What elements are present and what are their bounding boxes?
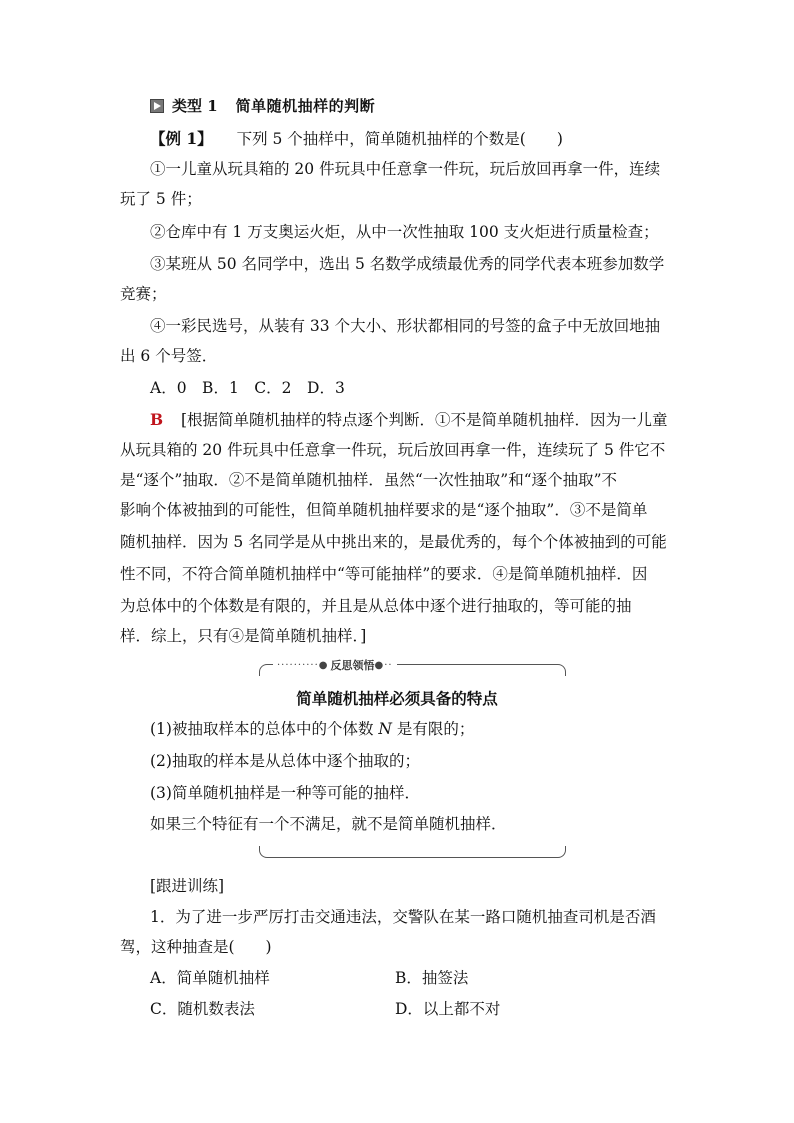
practice-q1-line-2: 驾，这种抽查是( ) [120,938,272,956]
reflection-box-bottom-border [259,846,566,858]
reflection-conclusion: 如果三个特征有一个不满足，就不是简单随机抽样． [150,815,507,833]
answer-line-8: 样．综上，只有④是简单随机抽样．] [120,627,367,645]
section-label: 类型 1 [172,97,218,115]
answer-line-1 [150,410,668,430]
answer-line-4: 影响个体被抽到的可能性，但简单随机抽样要求的是“逐个抽取”．③不是简单 [120,501,648,519]
reflection-badge-label: 反思领悟 [330,659,375,672]
item-3-line-2: 竞赛； [120,285,167,303]
practice-option-b: B．抽签法 [395,969,469,987]
dotted-divider-right: ●·· [374,659,393,671]
variable-n: N [378,720,392,738]
answer-line-3: 是“逐个”抽取．②不是简单随机抽样．虽然“一次性抽取”和“逐个抽取”不 [120,471,618,489]
reflection-point-1-text: (1)被抽取样本的总体中的个体数 [150,720,379,738]
example-tag: 【例 1】 [150,129,213,148]
section-title: 简单随机抽样的判断 [235,97,376,115]
section-heading [150,96,375,116]
example-question: 下列 5 个抽样中，简单随机抽样的个数是( ) [236,130,563,148]
item-4-line-2: 出 6 个号签． [120,347,218,365]
practice-label: [跟进训练] [150,877,225,895]
answer-text-1: [根据简单随机抽样的特点逐个判断．①不是简单随机抽样．因为一儿童 [180,411,668,429]
reflection-point-1 [150,719,474,739]
practice-q1-line-1: 1．为了进一步严厉打击交通违法，交警队在某一路口随机抽查司机是否酒 [150,908,656,926]
reflection-title: 简单随机抽样必须具备的特点 [296,689,498,708]
item-2-line-1: ②仓库中有 1 万支奥运火炬，从中一次性抽取 100 支火炬进行质量检查； [150,223,659,241]
item-1-line-2: 玩了 5 件； [120,190,202,208]
item-4-line-1: ④一彩民选号，从装有 33 个大小、形状都相同的号签的盒子中无放回地抽 [150,317,661,335]
reflection-point-2: (2)抽取的样本是从总体中逐个抽取的； [150,752,420,770]
answer-line-5: 随机抽样．因为 5 名同学是从中挑出来的，是最优秀的，每个个体被抽到的可能 [120,533,667,551]
play-triangle-icon [150,99,164,113]
reflection-badge [273,656,397,674]
example-options: A．0 B．1 C．2 D．3 [150,379,345,397]
example-question-line [150,129,563,149]
dotted-divider: ··········● [277,659,329,671]
answer-line-2: 从玩具箱的 20 件玩具中任意拿一件玩，玩后放回再拿一件，连续玩了 5 件它不 [120,441,666,459]
practice-option-c: C．随机数表法 [150,1000,255,1018]
practice-option-d: D．以上都不对 [395,1000,501,1018]
answer-letter: B [150,410,164,429]
answer-line-6: 性不同，不符合简单随机抽样中“等可能抽样”的要求．④是简单随机抽样．因 [120,565,648,583]
reflection-point-1-tail: 是有限的； [391,720,475,738]
item-3-line-1: ③某班从 50 名同学中，选出 5 名数学成绩最优秀的同学代表本班参加数学 [150,255,665,273]
reflection-point-3: (3)简单随机抽样是一种等可能的抽样． [150,784,420,802]
item-1-line-1: ①一儿童从玩具箱的 20 件玩具中任意拿一件玩，玩后放回再拿一件，连续 [150,160,661,178]
answer-line-7: 为总体中的个体数是有限的，并且是从总体中逐个进行抽取的，等可能的抽 [120,597,632,615]
practice-option-a: A．简单随机抽样 [150,969,270,987]
